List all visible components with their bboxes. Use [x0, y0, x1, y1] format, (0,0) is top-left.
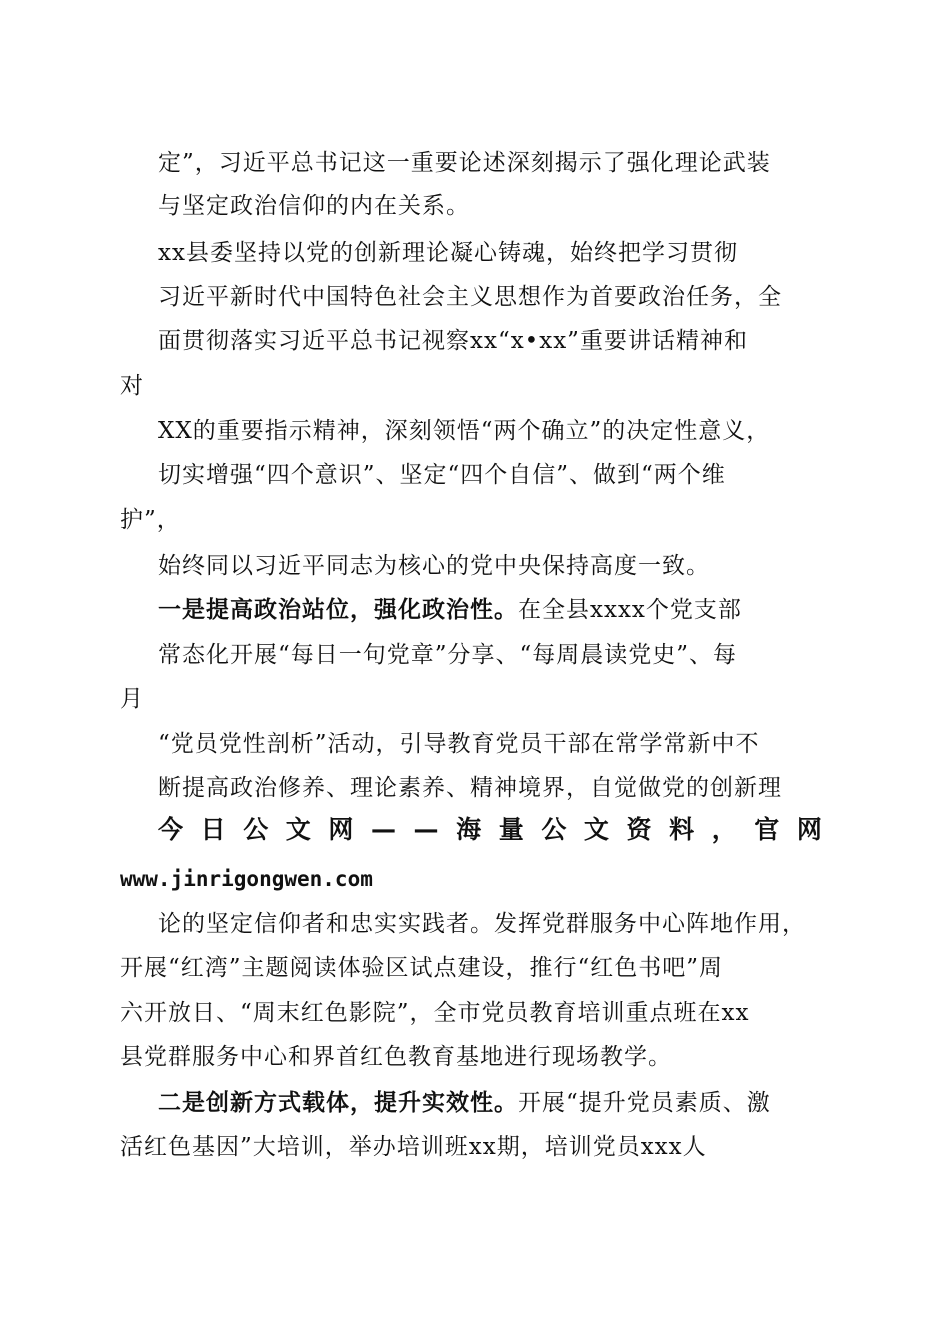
heading-2-bold: 二是创新方式载体，提升实效性。: [158, 1089, 518, 1116]
banner-char: 资: [626, 815, 652, 844]
text-line: 对: [120, 373, 144, 399]
banner-char: 公: [541, 815, 567, 844]
watermark-banner: [158, 814, 822, 846]
banner-char: 文: [285, 815, 311, 844]
text-line: 护”，: [120, 507, 181, 533]
text-line: 县党群服务中心和界首红色教育基地进行现场教学。: [120, 1044, 672, 1070]
section-heading-2: [158, 1088, 771, 1118]
text-line: XX的重要指示精神，深刻领悟“两个确立”的决定性意义，: [158, 418, 771, 444]
text-line: 六开放日、“周末红色影院”，全市党员教育培训重点班在xx: [120, 1000, 750, 1026]
banner-char: 日: [200, 815, 226, 844]
section-heading-1: [158, 595, 742, 625]
text-line: 与坚定政治信仰的内在关系。: [158, 193, 470, 219]
text-line: 始终同以习近平同志为核心的党中央保持高度一致。: [158, 553, 710, 579]
text-line: 活红色基因”大培训，举办培训班xx期，培训党员xxx人: [120, 1134, 707, 1160]
text-line: 定”，习近平总书记这一重要论述深刻揭示了强化理论武装: [158, 150, 771, 176]
text-line: “党员党性剖析”活动，引导教育党员干部在常学常新中不: [158, 731, 760, 757]
text-line: 月: [120, 686, 144, 712]
text-line: 切实增强“四个意识”、坚定“四个自信”、做到“两个维: [158, 462, 726, 488]
text-line: 断提高政治修养、理论素养、精神境界，自觉做党的创新理: [158, 775, 782, 801]
heading-1-rest: 在全县xxxx个党支部: [518, 597, 742, 623]
text-line: 开展“红湾”主题阅读体验区试点建设，推行“红色书吧”周: [120, 955, 724, 981]
banner-char: 网: [328, 815, 354, 844]
banner-char: 网: [796, 815, 822, 844]
text-line: 常态化开展“每日一句党章”分享、“每周晨读党史”、每: [158, 642, 738, 668]
banner-char: 文: [583, 815, 609, 844]
text-line: xx县委坚持以党的创新理论凝心铸魂，始终把学习贯彻: [158, 240, 738, 266]
text-line: 习近平新时代中国特色社会主义思想作为首要政治任务，全: [158, 284, 782, 310]
banner-char: 公: [243, 815, 269, 844]
heading-1-bold: 一是提高政治站位，强化政治性。: [158, 596, 518, 623]
banner-char: 官: [754, 815, 780, 844]
banner-char: —: [370, 815, 396, 844]
heading-2-rest: 开展“提升党员素质、激: [518, 1090, 771, 1116]
banner-char: 料: [669, 815, 695, 844]
text-line: 面贯彻落实习近平总书记视察xx“x•xx”重要讲话精神和: [158, 328, 748, 354]
banner-char: —: [413, 815, 439, 844]
text-line: 论的坚定信仰者和忠实实践者。发挥党群服务中心阵地作用，: [158, 911, 806, 937]
watermark-url[interactable]: www.jinrigongwen.com: [120, 867, 373, 891]
banner-char: 今: [158, 815, 184, 844]
banner-char: ，: [711, 815, 737, 844]
banner-char: 海: [456, 815, 482, 844]
banner-char: 量: [498, 815, 524, 844]
